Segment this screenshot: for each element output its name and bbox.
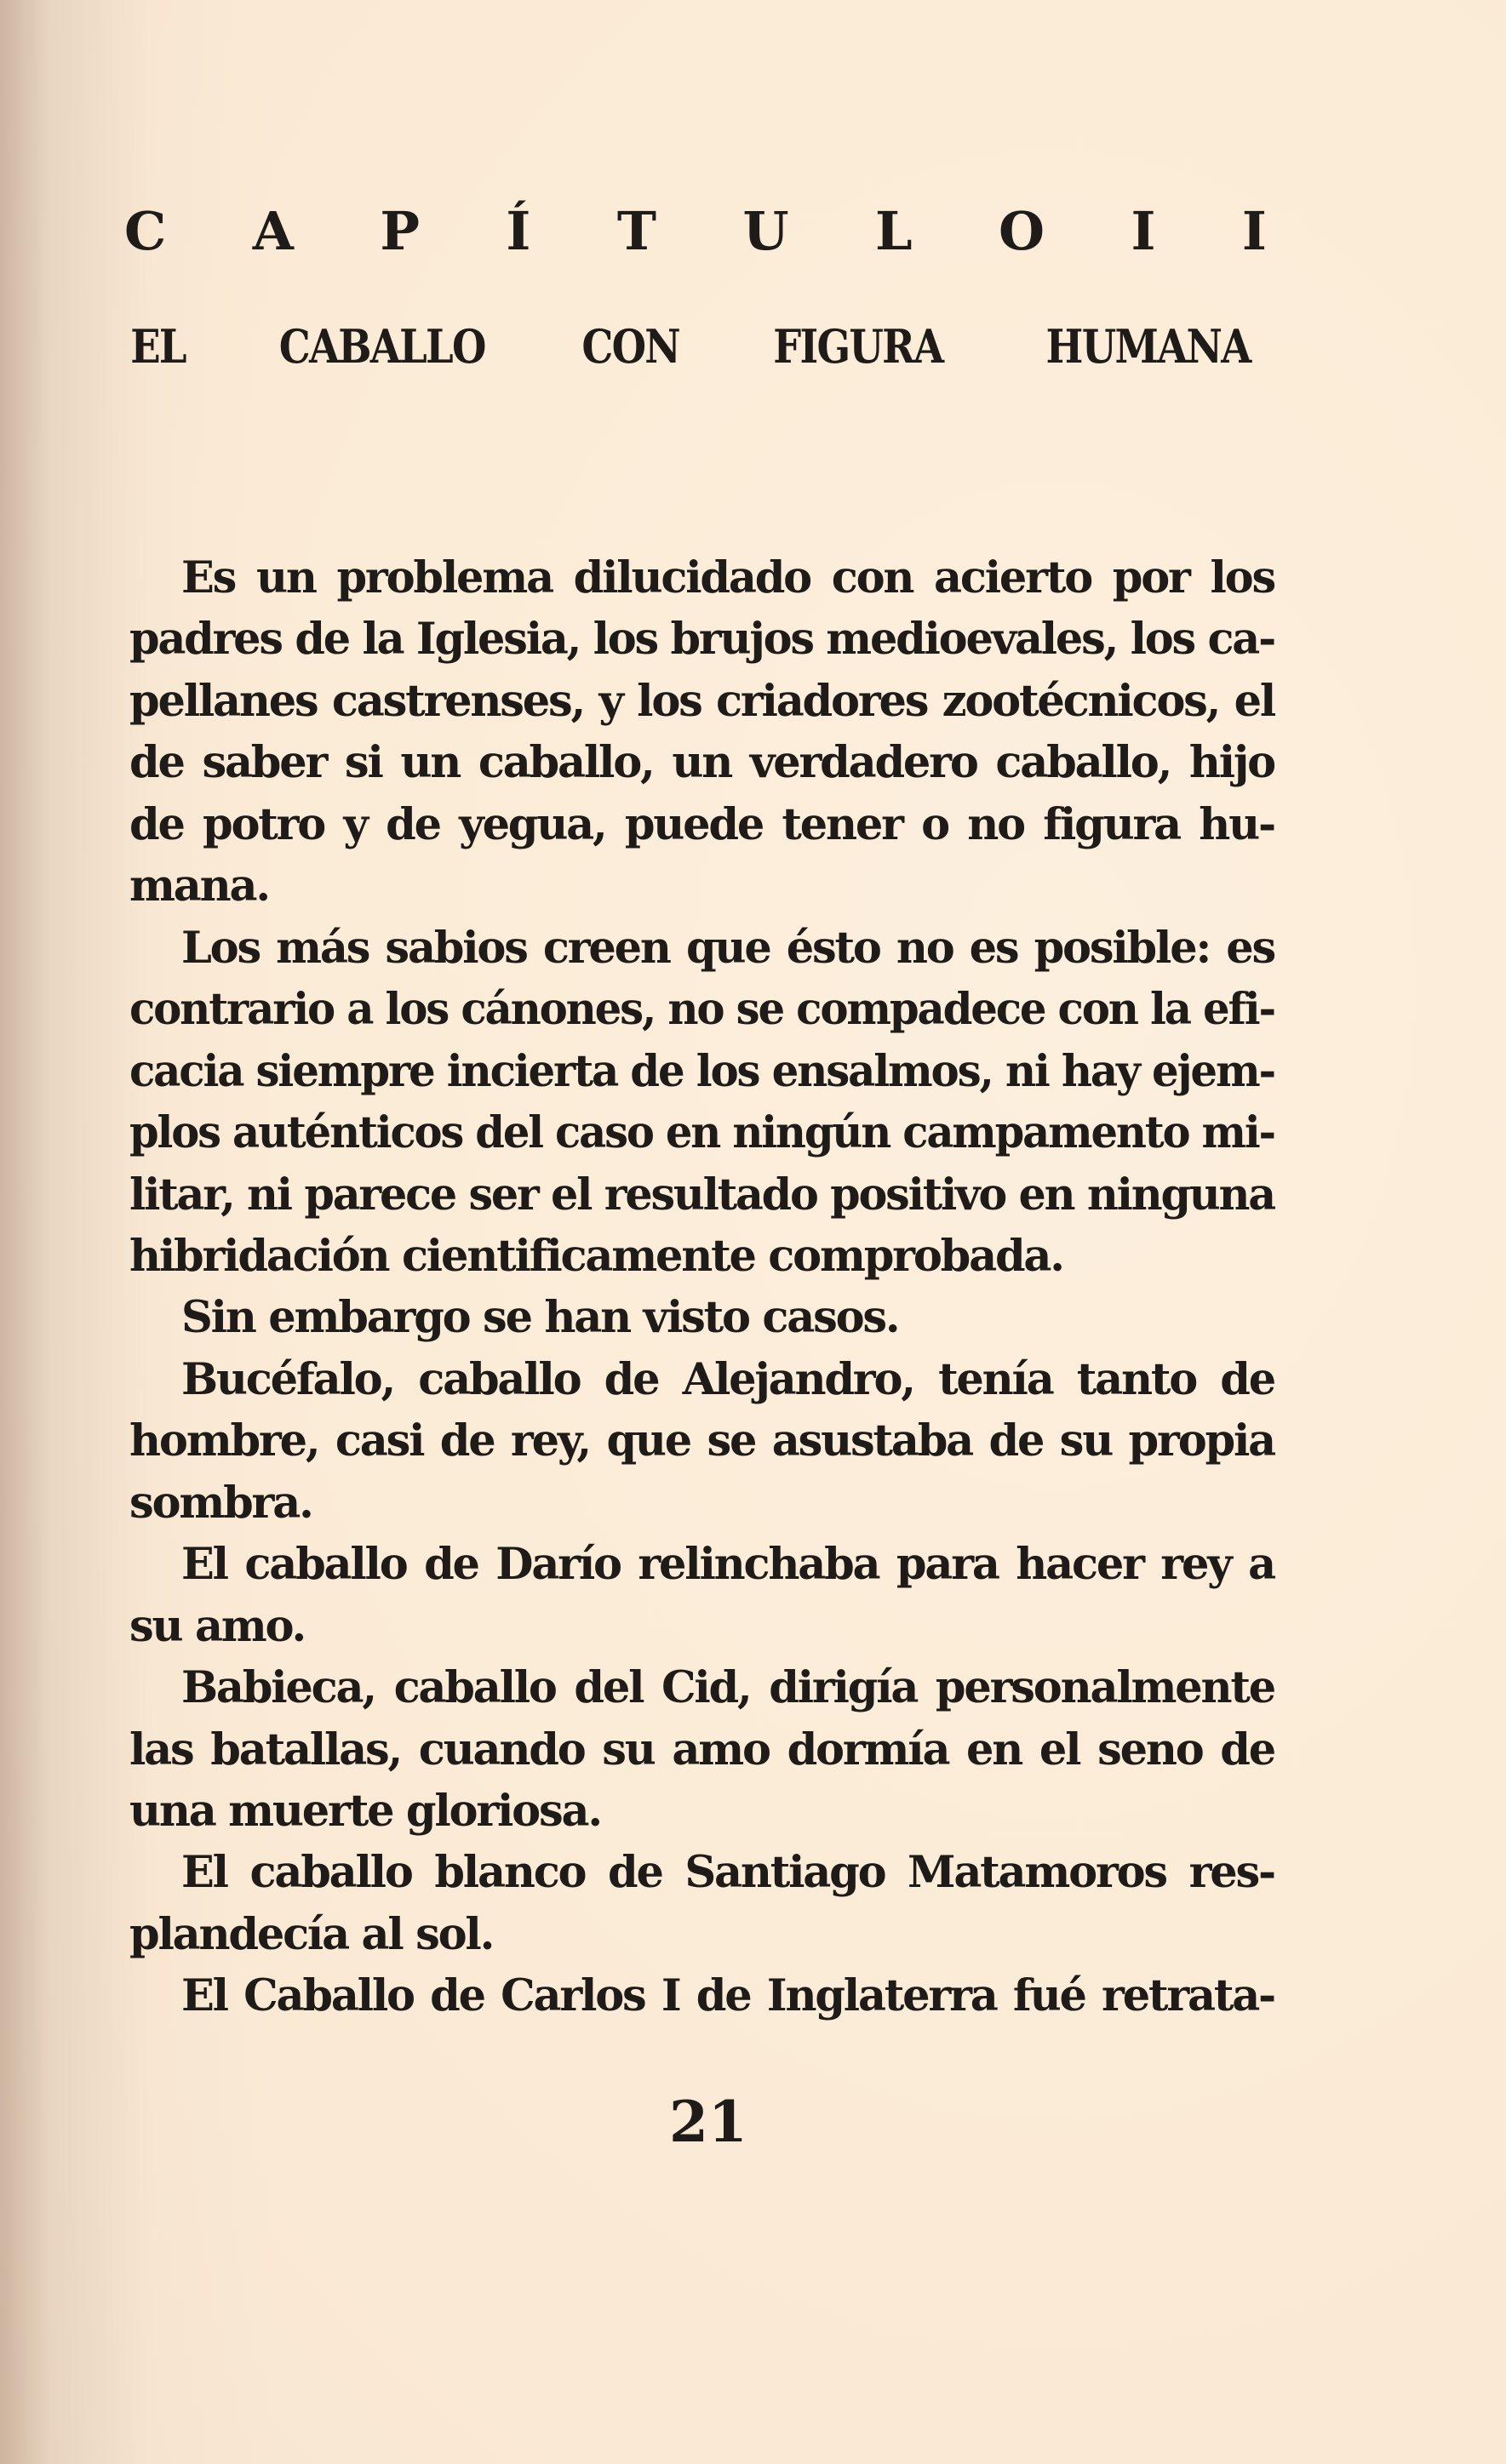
- body-line: hibridación cientificamente comprobada.: [129, 1230, 1063, 1282]
- chapter-heading-letter: O: [998, 200, 1045, 262]
- body-line: una muerte gloriosa.: [129, 1786, 601, 1837]
- chapter-title-word: EL: [130, 319, 186, 374]
- chapter-heading-letter: T: [616, 200, 656, 262]
- body-line: Es un problema dilucidado con acierto por los: [181, 552, 1274, 603]
- body-line: El caballo blanco de Santiago Matamoros res-: [181, 1847, 1274, 1899]
- chapter-title-word: FIGURA: [773, 319, 943, 374]
- body-line: de potro y de yegua, puede tener o no figura hu-: [129, 798, 1274, 850]
- chapter-heading-letter: P: [380, 200, 420, 262]
- body-line: El caballo de Darío relinchaba para hacer rey a: [181, 1539, 1274, 1591]
- body-line: Sin embargo se han visto casos.: [181, 1292, 899, 1344]
- chapter-title: [126, 317, 1267, 376]
- chapter-heading-letter: L: [874, 200, 913, 262]
- body-line: Bucéfalo, caballo de Alejandro, tenía tanto de: [181, 1353, 1274, 1405]
- body-line: sombra.: [129, 1477, 312, 1529]
- chapter-title-word: HUMANA: [1045, 319, 1251, 374]
- body-line: hombre, casi de rey, que se asustaba de su propia: [129, 1415, 1274, 1467]
- body-line: las batallas, cuando su amo dormía en el seno de: [129, 1724, 1274, 1775]
- chapter-heading: [124, 197, 1267, 266]
- body-line: de saber si un caballo, un verdadero caballo, hijo: [129, 737, 1274, 789]
- chapter-heading-letter: I: [1241, 200, 1267, 262]
- body-line: padres de la Iglesia, los brujos medioevales, los ca-: [129, 614, 1274, 666]
- chapter-title-word: CABALLO: [278, 319, 485, 374]
- body-line: mana.: [129, 860, 269, 912]
- chapter-heading-letter: I: [1131, 200, 1156, 262]
- body-line: pellanes castrenses, y los criadores zootécnicos, el: [129, 675, 1274, 727]
- body-line: plos auténticos del caso en ningún campamento mi-: [129, 1107, 1274, 1159]
- body-line: contrario a los cánones, no se compadece con la efi-: [129, 984, 1274, 1036]
- body-line: Los más sabios creen que ésto no es posible: es: [181, 922, 1274, 974]
- body-line: Babieca, caballo del Cid, dirigía personalmente: [181, 1662, 1274, 1714]
- chapter-heading-letter: U: [742, 200, 789, 262]
- chapter-title-word: CON: [581, 319, 680, 374]
- chapter-heading-letter: Í: [506, 200, 531, 262]
- body-line: El Caballo de Carlos I de Inglaterra fué retrata-: [181, 1970, 1274, 2022]
- chapter-heading-letter: C: [124, 200, 167, 262]
- body-line: plandecía al sol.: [129, 1908, 494, 1960]
- body-line: litar, ni parece ser el resultado positivo en ninguna: [129, 1169, 1274, 1221]
- chapter-heading-letter: A: [252, 200, 294, 262]
- body-line: cacia siempre incierta de los ensalmos, ni hay ejem-: [129, 1045, 1274, 1097]
- page-number: 21: [669, 2089, 747, 2155]
- body-line: su amo.: [129, 1600, 306, 1652]
